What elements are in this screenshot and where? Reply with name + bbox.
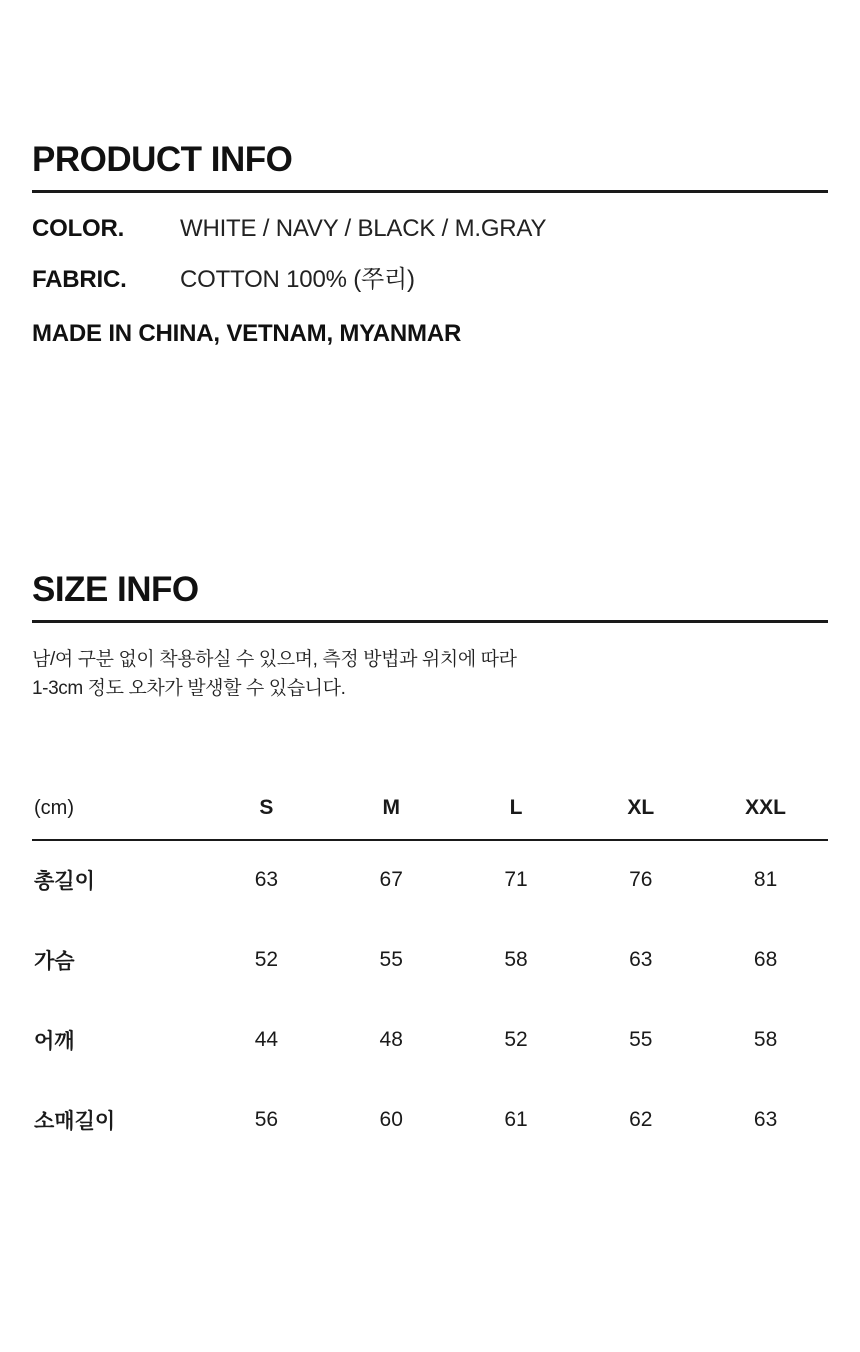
size-cell: 71 bbox=[504, 868, 528, 892]
size-row-label: 총길이 bbox=[34, 870, 95, 894]
size-table-col-xxl: XXL bbox=[703, 786, 828, 840]
size-cell: 48 bbox=[379, 1027, 403, 1051]
product-info-list bbox=[32, 215, 828, 348]
size-cell: 58 bbox=[504, 947, 528, 971]
size-cell: 52 bbox=[504, 1027, 528, 1051]
size-note-line-2: 1-3cm 정도 오차가 발생할 수 있습니다. bbox=[32, 678, 346, 700]
size-table-header-row bbox=[32, 786, 828, 840]
size-table-col-xl: XL bbox=[578, 786, 703, 840]
size-note bbox=[32, 645, 828, 704]
size-cell: 63 bbox=[629, 947, 653, 971]
size-cell: 62 bbox=[629, 1107, 653, 1131]
table-row bbox=[32, 1000, 828, 1080]
size-info-section bbox=[32, 348, 828, 1160]
size-cell: 44 bbox=[254, 1027, 279, 1051]
size-cell: 55 bbox=[629, 1027, 653, 1051]
size-row-label: 소매길이 bbox=[34, 1109, 116, 1133]
size-table-col-s: S bbox=[204, 786, 329, 840]
size-row-label: 어깨 bbox=[34, 1029, 75, 1053]
fabric-label: FABRIC. bbox=[32, 266, 127, 293]
size-cell: 52 bbox=[254, 947, 279, 971]
size-cell: 63 bbox=[753, 1107, 778, 1131]
product-info-section bbox=[32, 0, 828, 348]
color-value: WHITE / NAVY / BLACK / M.GRAY bbox=[180, 215, 547, 242]
size-info-divider bbox=[32, 620, 828, 623]
size-table-head bbox=[32, 786, 828, 840]
size-table-body bbox=[32, 840, 828, 1160]
size-cell: 60 bbox=[379, 1107, 403, 1131]
size-cell: 68 bbox=[753, 947, 778, 971]
size-cell: 56 bbox=[254, 1107, 279, 1131]
table-row bbox=[32, 920, 828, 1000]
table-row bbox=[32, 840, 828, 920]
product-info-divider bbox=[32, 190, 828, 193]
size-row-label: 가슴 bbox=[34, 949, 75, 973]
fabric-value: COTTON 100% (쭈리) bbox=[180, 266, 415, 293]
size-info-heading: SIZE INFO bbox=[32, 570, 199, 609]
made-in-text: MADE IN CHINA, VETNAM, MYANMAR bbox=[32, 320, 462, 347]
size-cell: 55 bbox=[379, 947, 403, 971]
product-info-row bbox=[32, 215, 828, 243]
size-cell: 63 bbox=[254, 868, 279, 892]
size-cell: 61 bbox=[504, 1107, 528, 1131]
table-row bbox=[32, 1080, 828, 1160]
size-cell: 58 bbox=[753, 1027, 778, 1051]
size-table-col-m: M bbox=[329, 786, 454, 840]
size-cell: 67 bbox=[379, 868, 403, 892]
size-table-unit-header: (cm) bbox=[32, 786, 204, 840]
product-info-heading: PRODUCT INFO bbox=[32, 140, 293, 179]
color-label: COLOR. bbox=[32, 215, 125, 242]
size-cell: 81 bbox=[753, 868, 778, 892]
size-table bbox=[32, 786, 828, 1160]
size-note-line-1: 남/여 구분 없이 착용하실 수 있으며, 측정 방법과 위치에 따라 bbox=[32, 649, 517, 670]
size-table-col-l: L bbox=[454, 786, 579, 840]
product-info-row bbox=[32, 259, 828, 294]
size-cell: 76 bbox=[629, 868, 653, 892]
